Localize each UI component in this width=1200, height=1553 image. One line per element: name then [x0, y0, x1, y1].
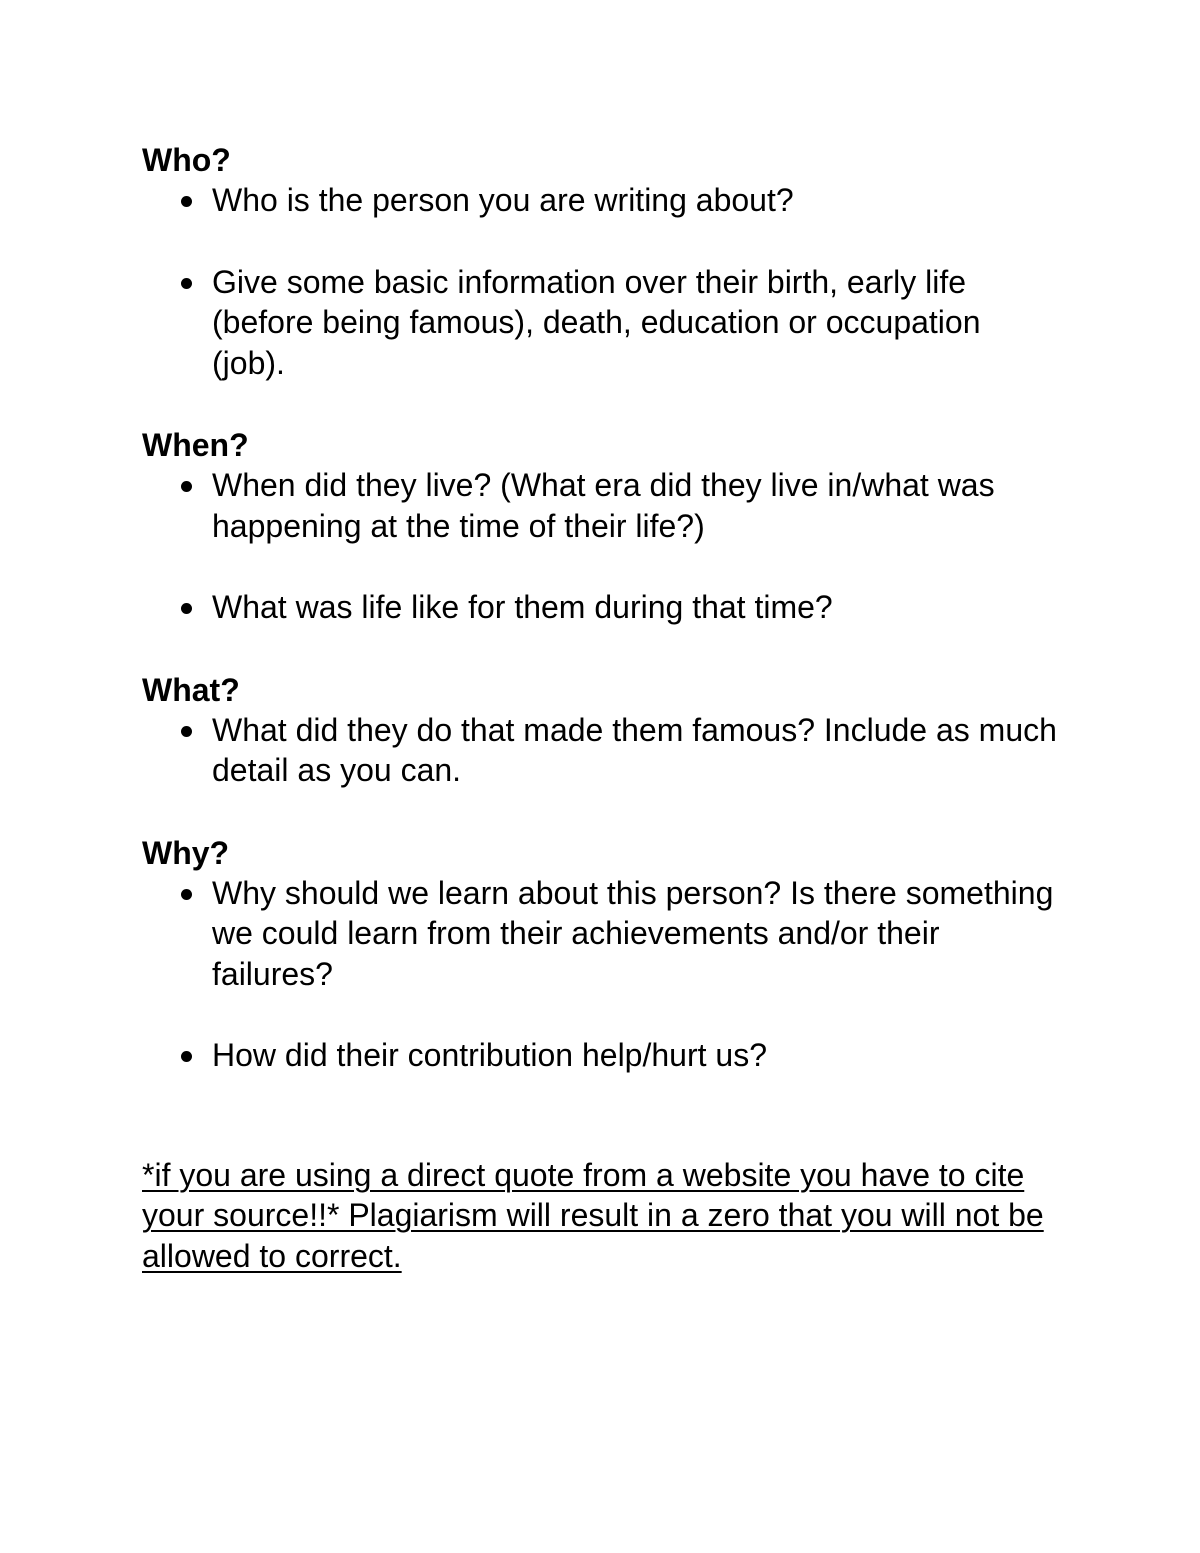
section-heading-when: When?	[142, 427, 249, 463]
bullet-list-when	[142, 465, 1062, 628]
list-item-text: How did their contribution help/hurt us?	[212, 1037, 767, 1073]
list-item-text: Why should we learn about this person? Is there something we could learn from their achievements and/or their failures?	[212, 874, 1054, 992]
bullet-dot-icon	[181, 196, 192, 207]
list-item-text: Give some basic information over their birth, early life (before being famous), death, education or occupation (job).	[212, 263, 981, 381]
document-content	[142, 140, 1062, 1276]
section-what	[142, 670, 1062, 791]
list-item	[142, 1035, 1062, 1076]
bullet-dot-icon	[181, 603, 192, 614]
bullet-list-why	[142, 873, 1062, 1076]
bullet-dot-icon	[181, 1051, 192, 1062]
section-when	[142, 425, 1062, 628]
bullet-list-who	[142, 180, 1062, 383]
plagiarism-notice: *if you are using a direct quote from a website you have to cite your source!!* Plagiarism will result in a zero that you will not be allowed to correct.	[142, 1156, 1044, 1274]
list-item	[142, 262, 1062, 384]
bullet-dot-icon	[181, 889, 192, 900]
list-item	[142, 710, 1062, 791]
list-item-text: What did they do that made them famous? Include as much detail as you can.	[212, 711, 1057, 788]
section-heading-what: What?	[142, 671, 240, 708]
list-item-text: When did they live? (What era did they live in/what was happening at the time of their life?)	[212, 467, 995, 544]
list-item	[142, 587, 1062, 628]
list-item	[142, 465, 1062, 546]
list-item	[142, 180, 1062, 221]
bullet-list-what	[142, 710, 1062, 791]
section-who	[142, 140, 1062, 383]
list-item-text: What was life like for them during that time?	[212, 589, 833, 625]
bullet-dot-icon	[181, 726, 192, 737]
bullet-dot-icon	[181, 481, 192, 492]
bullet-dot-icon	[181, 278, 192, 289]
section-heading-why: Why?	[142, 834, 230, 871]
section-heading-who: Who?	[142, 142, 231, 178]
list-item-text: Who is the person you are writing about?	[212, 182, 794, 218]
list-item	[142, 873, 1062, 995]
section-why	[142, 833, 1062, 1076]
